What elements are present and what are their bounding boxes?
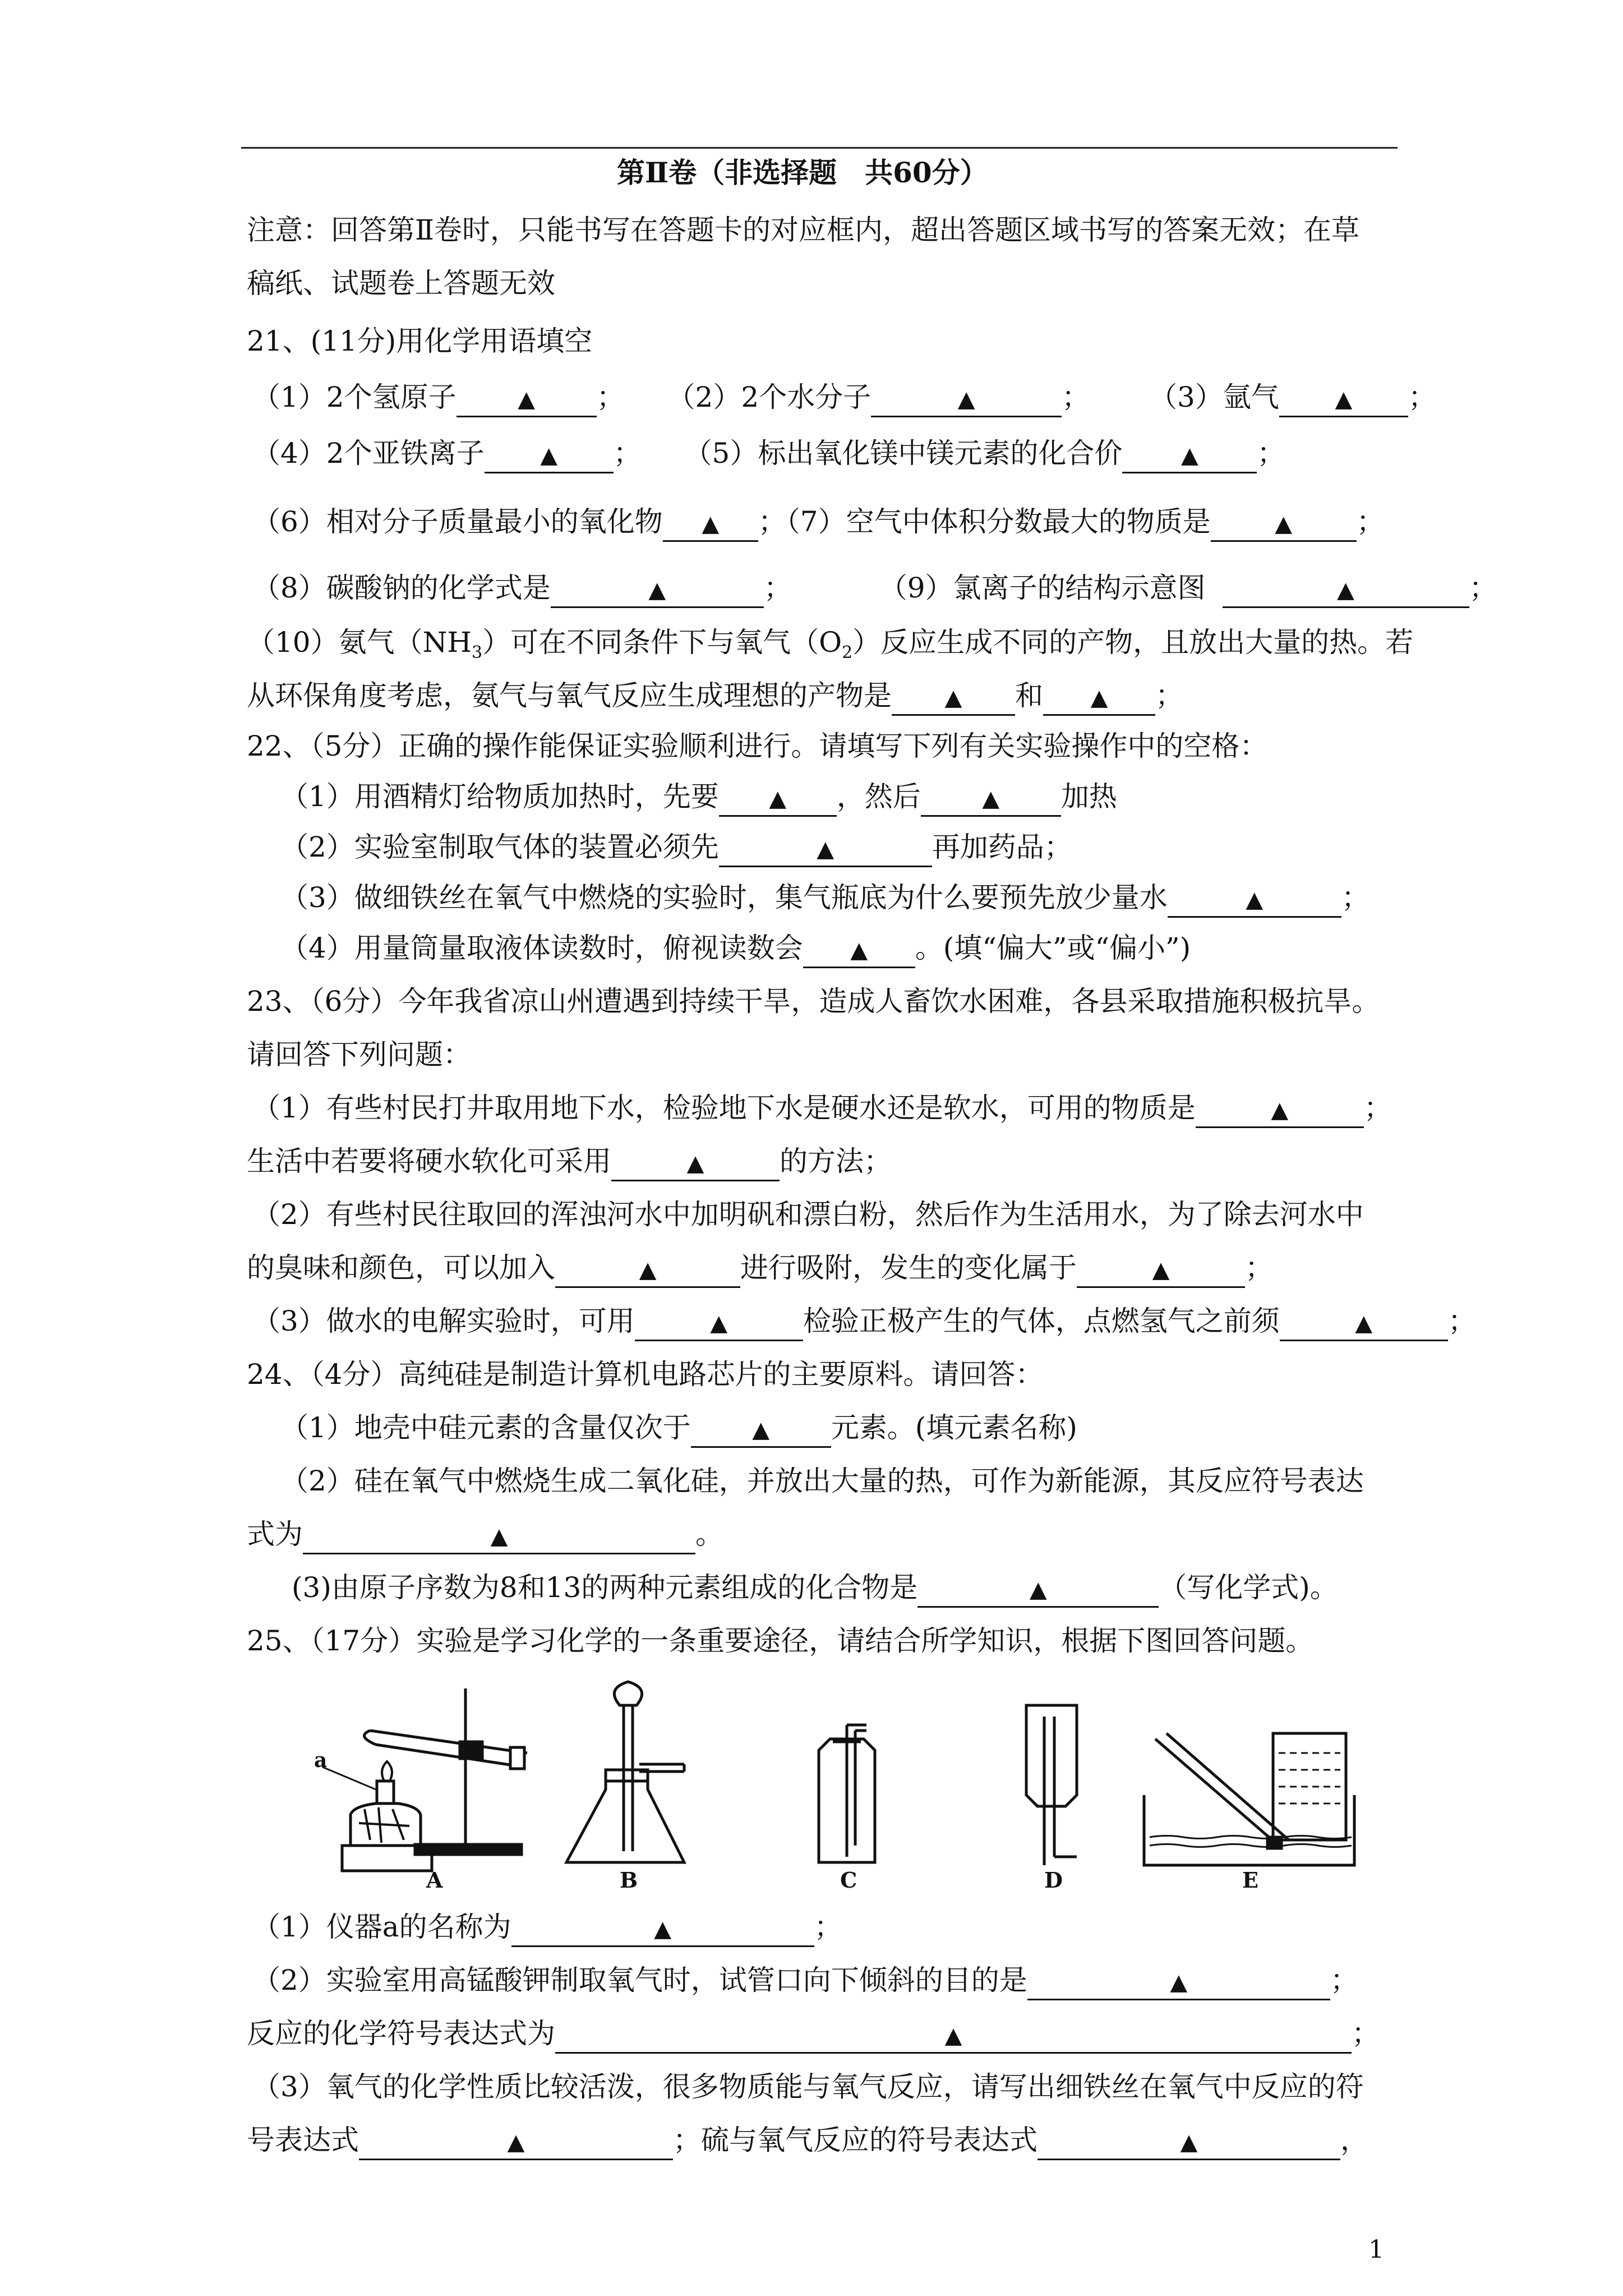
q21-p9: （9）氯离子的结构示意图 [879, 572, 1206, 604]
q23-row-2: 生活中若要将硬水软化可采用 ▲ 的方法； [247, 1144, 892, 1181]
answer-blank[interactable]: ▲ [1279, 381, 1408, 417]
answer-blank[interactable]: ▲ [691, 1411, 831, 1448]
q25-row-4: （3）氧气的化学性质比较活泼，很多物质能与氧气反应，请写出细铁丝在氧气中反应的符 [252, 2070, 1364, 2103]
q23-row-4: 的臭味和颜色，可以加入 ▲ 进行吸附，发生的变化属于 ▲ ； [247, 1251, 1273, 1288]
answer-blank[interactable]: ▲ [555, 1251, 740, 1288]
q25-title: 25、（17分）实验是学习化学的一条重要途径，请结合所学知识，根据下图回答问题。 [247, 1625, 1314, 1657]
answer-blank[interactable]: ▲ [1211, 505, 1357, 542]
q22-row-4: （4）用量筒量取液体读数时，俯视读数会 ▲ 。(填“偏大”或“偏小”) [280, 931, 1191, 968]
q21-p5: （5）标出氧化镁中镁元素的化合价 [684, 437, 1123, 470]
answer-blank[interactable]: ▲ [1196, 1092, 1364, 1128]
q21-row-6: 从环保角度考虑，氨气与氧气反应生成理想的产物是 ▲ 和 ▲ ； [247, 679, 1183, 716]
page-number: 1 [1368, 2235, 1384, 2264]
fig-label-c: C [840, 1867, 857, 1893]
answer-blank[interactable]: ▲ [803, 932, 915, 968]
fig-label-e: E [1242, 1867, 1258, 1893]
q21-p1: （1）2个氢原子 [252, 381, 457, 413]
answer-blank[interactable]: ▲ [611, 1145, 780, 1181]
q24-row-2: （2）硅在氧气中燃烧生成二氧化硅，并放出大量的热，可作为新能源，其反应符号表达 [280, 1465, 1364, 1497]
q21-p7: （7）空气中体积分数最大的物质是 [786, 505, 1211, 538]
answer-blank[interactable]: ▲ [551, 572, 764, 608]
answer-blank[interactable]: ▲ [1122, 437, 1257, 473]
answer-blank[interactable]: ▲ [511, 1911, 814, 1947]
apparatus-a-pointer-label: a [314, 1749, 328, 1772]
q23-row-5: （3）做水的电解实验时，可用 ▲ 检验正极产生的气体，点燃氢气之前须 ▲ ； [252, 1304, 1476, 1341]
q23-title: 23、（6分）今年我省凉山州遭遇到持续干旱，造成人畜饮水困难，各县采取措施积极抗旱。 [247, 985, 1380, 1018]
q21-p4: （4）2个亚铁离子 [252, 437, 485, 470]
fig-label-d: D [1044, 1867, 1063, 1893]
apparatus-c [819, 1725, 875, 1862]
q24-row-4: (3)由原子序数为8和13的两种元素组成的化合物是 ▲ （写化学式)。 [292, 1571, 1338, 1608]
apparatus-d [1026, 1705, 1077, 1865]
answer-blank[interactable]: ▲ [1168, 881, 1341, 918]
q21-p3: （3）氩气 [1149, 381, 1279, 413]
q23-line-2: 请回答下列问题： [247, 1038, 471, 1071]
q21-title: 21、(11分)用化学用语填空 [247, 325, 593, 357]
q25-row-5: 号表达式 ▲ ；硫与氧气反应的符号表达式 ▲ ， [247, 2123, 1368, 2160]
answer-blank[interactable]: ▲ [1223, 572, 1469, 608]
answer-blank[interactable]: ▲ [485, 437, 614, 473]
answer-blank[interactable]: ▲ [663, 505, 758, 542]
apparatus-b [566, 1682, 684, 1862]
notice-line-1: 注意：回答第Ⅱ卷时，只能书写在答题卡的对应框内，超出答题区域书写的答案无效；在草 [247, 214, 1359, 246]
q21-row-1: （1）2个氢原子 ▲ ； （2）2个水分子 ▲ ； （3）氩气 ▲ ； [252, 380, 1436, 417]
answer-blank[interactable]: ▲ [921, 780, 1061, 817]
answer-blank[interactable]: ▲ [635, 1305, 803, 1341]
apparatus-e [1144, 1733, 1354, 1865]
apparatus-a [322, 1688, 527, 1871]
answer-blank[interactable]: ▲ [1280, 1305, 1448, 1341]
answer-blank[interactable]: ▲ [1077, 1251, 1245, 1288]
q25-row-3: 反应的化学符号表达式为 ▲ ； [247, 2017, 1380, 2054]
answer-blank[interactable]: ▲ [917, 1571, 1159, 1608]
q23-row-3: （2）有些村民往取回的浑浊河水中加明矾和漂白粉，然后作为生活用水，为了除去河水中 [252, 1198, 1364, 1231]
q21-row-4: （8）碳酸钠的化学式是 ▲ ； （9）氯离子的结构示意图 ▲ ； [252, 571, 1497, 608]
q24-row-1: （1）地壳中硅元素的含量仅次于 ▲ 元素。(填元素名称) [280, 1411, 1077, 1448]
answer-blank[interactable]: ▲ [1038, 2124, 1340, 2160]
q24-row-3: 式为 ▲ 。 [247, 1517, 723, 1554]
fig-label-b: B [620, 1867, 638, 1893]
answer-blank[interactable]: ▲ [719, 780, 837, 817]
answer-blank[interactable]: ▲ [719, 831, 932, 867]
fig-label-a: A [426, 1867, 443, 1893]
notice-line-2: 稿纸、试题卷上答题无效 [247, 267, 555, 300]
section-title: 第Ⅱ卷（非选择题 共60分） [617, 156, 988, 189]
q21-p2: （2）2个水分子 [667, 381, 872, 413]
apparatus-figure [314, 1677, 1380, 1893]
q22-row-3: （3）做细铁丝在氧气中燃烧的实验时，集气瓶底为什么要预先放少量水 ▲ ； [280, 881, 1370, 918]
header-rule [241, 147, 1398, 149]
q22-row-2: （2）实验室制取气体的装置必须先 ▲ 再加药品； [280, 830, 1072, 867]
q21-p6: （6）相对分子质量最小的氧化物 [252, 505, 663, 538]
answer-blank[interactable]: ▲ [359, 2124, 673, 2160]
q23-row-1: （1）有些村民打井取用地下水，检验地下水是硬水还是软水，可用的物质是 ▲ ； [252, 1091, 1392, 1128]
answer-blank[interactable]: ▲ [1043, 679, 1155, 716]
q21-p8: （8）碳酸钠的化学式是 [252, 572, 551, 604]
q21-row-3: （6）相对分子质量最小的氧化物 ▲ ；（7）空气中体积分数最大的物质是 ▲ ； [252, 505, 1385, 542]
q22-row-1: （1）用酒精灯给物质加热时，先要 ▲ ，然后 ▲ 加热 [280, 780, 1117, 817]
answer-blank[interactable]: ▲ [1027, 1964, 1330, 2000]
q21-row-5: （10）氨气$(NH_3)$可在不同条件下与氧气$(O_2)$反应生成不同的产物，且放出大量的热。若 [247, 626, 1414, 662]
q22-title: 22、（5分）正确的操作能保证实验顺利进行。请填写下列有关实验操作中的空格： [247, 730, 1268, 762]
q25-row-2: （2）实验室用高锰酸钾制取氧气时，试管口向下倾斜的目的是 ▲ ； [252, 1963, 1358, 2000]
q25-row-1: （1）仪器a的名称为 ▲ ； [252, 1910, 842, 1947]
answer-blank[interactable]: ▲ [303, 1518, 695, 1554]
answer-blank[interactable]: ▲ [457, 381, 597, 417]
answer-blank[interactable]: ▲ [871, 381, 1062, 417]
q21-row-2: （4）2个亚铁离子 ▲ ； （5）标出氧化镁中镁元素的化合价 ▲ ； [252, 436, 1285, 473]
answer-blank[interactable]: ▲ [892, 679, 1015, 716]
q24-title: 24、（4分）高纯硅是制造计算机电路芯片的主要原料。请回答： [247, 1358, 1044, 1391]
answer-blank[interactable]: ▲ [555, 2017, 1352, 2054]
